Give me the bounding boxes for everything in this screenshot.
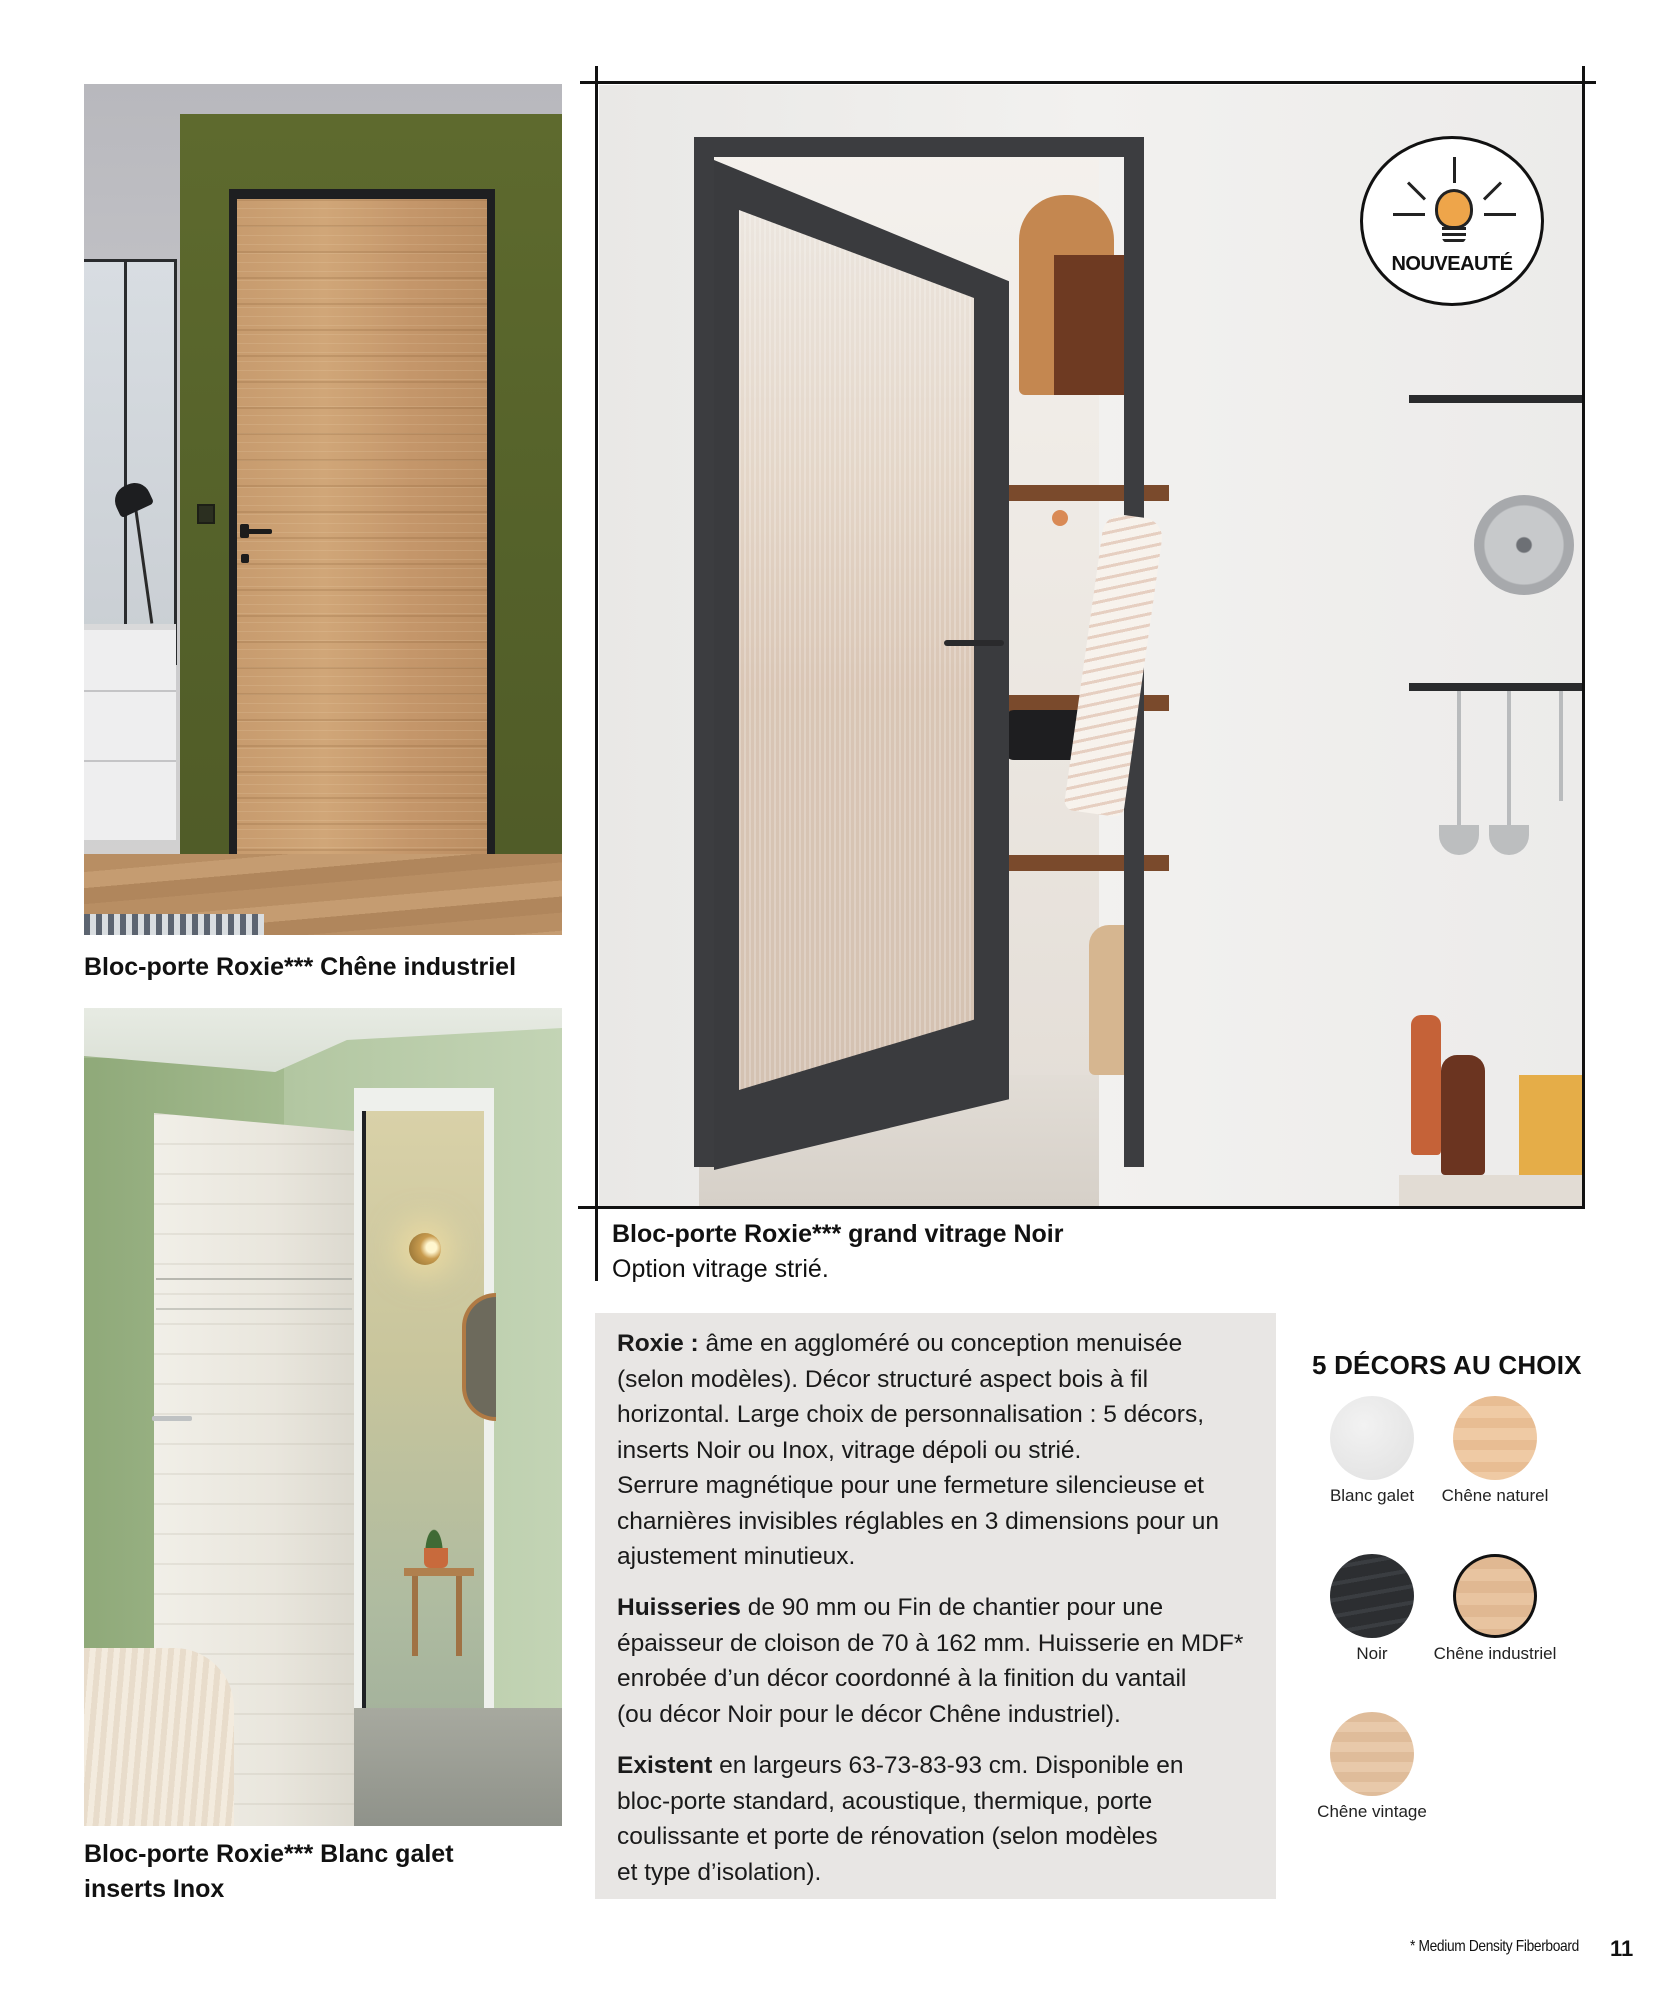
swatch-label-chene-vintage: Chêne vintage	[1317, 1802, 1427, 1821]
caption-blanc-galet	[84, 1837, 454, 1907]
text-line: (selon modèles). Décor structuré aspect bois à fil	[617, 1365, 1149, 1393]
swatch-label-chene-naturel: Chêne naturel	[1441, 1486, 1549, 1505]
text-line: bloc-porte standard, acoustique, thermique, porte	[617, 1787, 1153, 1815]
caption-grand-vitrage: Bloc-porte Roxie*** grand vitrage Noir	[612, 1220, 1064, 1248]
stool-leg	[456, 1576, 462, 1656]
label-existent: Existent	[617, 1752, 713, 1779]
round-mirror	[462, 1293, 496, 1421]
fluted-glass	[739, 210, 974, 1090]
caption-chene-industriel: Bloc-porte Roxie*** Chêne industriel	[84, 953, 517, 981]
keyhole	[241, 554, 249, 563]
swatch-label-noir: Noir	[1356, 1644, 1388, 1663]
strainer	[1559, 691, 1563, 801]
window	[84, 259, 177, 665]
nouveaute-badge	[1360, 136, 1544, 306]
door-handle	[944, 640, 1004, 646]
stool-leg	[412, 1576, 418, 1656]
ladle-head	[1439, 825, 1479, 855]
text-line: et type d’isolation).	[617, 1858, 822, 1886]
description-roxie	[617, 1326, 1257, 1575]
photo-blanc-galet	[84, 1008, 562, 1826]
description-existent	[617, 1748, 1257, 1890]
plant-pot	[424, 1548, 448, 1568]
caption-line-2: inserts Inox	[84, 1875, 225, 1903]
text-line: en largeurs 63-73-83-93 cm. Disponible en	[712, 1752, 1184, 1779]
inox-insert	[156, 1308, 352, 1310]
frame-line-top	[580, 81, 1596, 84]
ladle	[1507, 691, 1511, 831]
text-line: charnières invisibles réglables en 3 dimensions pour un	[617, 1507, 1219, 1535]
text-line: âme en aggloméré ou conception menuisée	[698, 1330, 1183, 1357]
swatch-chene-naturel	[1453, 1396, 1537, 1480]
text-line: inserts Noir ou Inox, vitrage dépoli ou strié.	[617, 1436, 1082, 1464]
swatch-label-chene-industriel: Chêne industriel	[1433, 1644, 1557, 1663]
inox-insert	[156, 1278, 352, 1280]
crate	[1519, 1075, 1583, 1175]
swatch-label-blanc-galet: Blanc galet	[1329, 1486, 1415, 1505]
counter	[1399, 1175, 1583, 1206]
stool	[404, 1568, 474, 1576]
text-line: Serrure magnétique pour une fermeture silencieuse et	[617, 1472, 1204, 1499]
bottle	[1411, 1015, 1441, 1155]
text-line: (ou décor Noir pour le décor Chêne industriel).	[617, 1700, 1121, 1728]
ladle	[1457, 691, 1461, 831]
lightbulb-base	[1442, 227, 1466, 243]
swatch-chene-vintage	[1330, 1712, 1414, 1796]
text-line: épaisseur de cloison de 70 à 162 mm. Huisserie en MDF*	[617, 1629, 1244, 1657]
wall-sconce	[409, 1233, 441, 1265]
ray	[1483, 181, 1502, 200]
kitchen-rail	[1409, 395, 1583, 403]
frame-line-left	[595, 66, 598, 1281]
bottle	[1441, 1055, 1485, 1175]
kitchen-rail	[1409, 683, 1583, 691]
lightbulb-icon	[1435, 189, 1473, 229]
text-line: de 90 mm ou Fin de chantier pour une	[740, 1594, 1164, 1621]
text-line: ajustement minutieux.	[617, 1543, 856, 1570]
label-huisseries: Huisseries	[617, 1594, 741, 1621]
white-cabinet	[84, 624, 176, 840]
product-description-box	[595, 1313, 1276, 1899]
description-huisseries	[617, 1590, 1257, 1732]
footnote-mdf: * Medium Density Fiberboard	[1410, 1938, 1579, 1955]
door-handle	[152, 1416, 192, 1421]
ray	[1393, 213, 1425, 216]
light-switch	[197, 504, 215, 524]
caption-line-1: Bloc-porte Roxie*** Blanc galet	[84, 1840, 454, 1868]
frying-pan	[1474, 495, 1574, 595]
rug	[84, 914, 264, 935]
decors-title: 5 DÉCORS AU CHOIX	[1312, 1350, 1582, 1380]
text-line: horizontal. Large choix de personnalisation : 5 décors,	[617, 1401, 1204, 1428]
swatch-blanc-galet	[1330, 1396, 1414, 1480]
ray	[1407, 181, 1426, 200]
text-line: enrobée d’un décor coordonné à la finition du vantail	[617, 1665, 1187, 1692]
door-handle	[242, 529, 272, 534]
photo-chene-industriel	[84, 84, 562, 935]
frame-line-right	[1582, 66, 1585, 1209]
ray	[1484, 213, 1516, 216]
page-number: 11	[1610, 1936, 1634, 1961]
text-line: coulissante et porte de rénovation (selon modèles	[617, 1823, 1158, 1850]
swatch-chene-industriel	[1453, 1554, 1537, 1638]
ladle-head	[1489, 825, 1529, 855]
caption-option-vitrage: Option vitrage strié.	[612, 1255, 829, 1283]
wall-hook	[1052, 510, 1068, 526]
swatch-noir	[1330, 1554, 1414, 1638]
label-roxie: Roxie :	[617, 1330, 699, 1357]
oak-door	[237, 199, 487, 854]
frame-line-bottom	[578, 1206, 1585, 1209]
badge-label: NOUVEAUTÉ	[1391, 253, 1513, 275]
ray	[1453, 157, 1456, 183]
bed	[84, 1648, 234, 1826]
